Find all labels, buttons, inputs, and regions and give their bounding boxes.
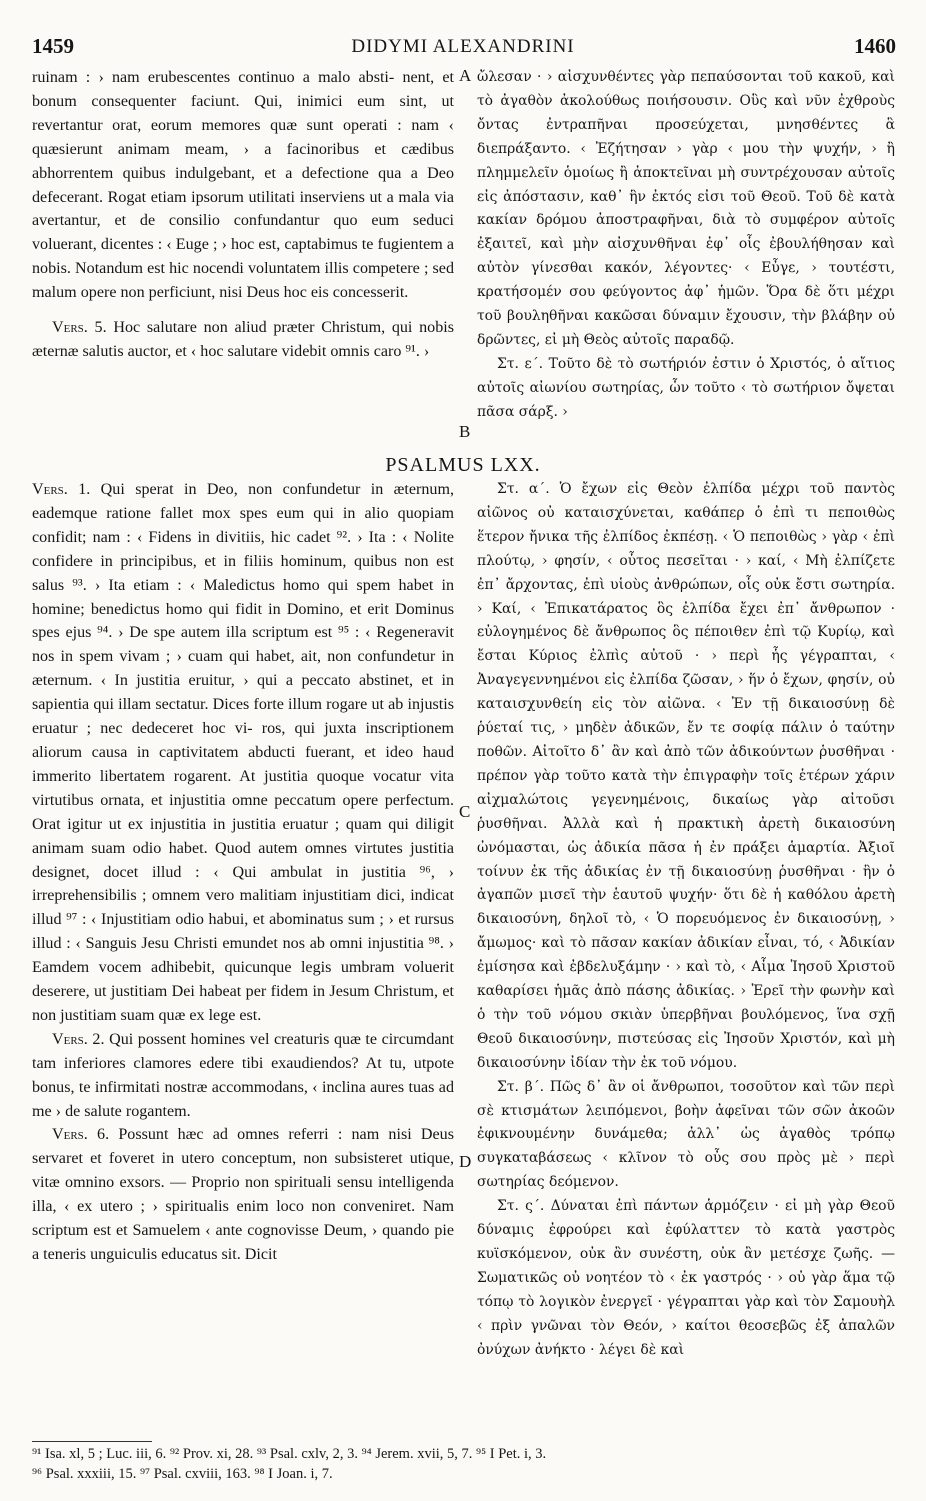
greek-verse-2 bbox=[477, 1076, 895, 1196]
verse-label: Vers. 1. bbox=[32, 481, 91, 498]
footnotes-line-1: ⁹¹ Isa. xl, 5 ; Luc. iii, 6. ⁹² Prov. xi, 28. ⁹³ Psal. cxlv, 2, 3. ⁹⁴ Jerem. xvii, 5, 7. ⁹⁵ I Pet. i, 3. bbox=[32, 1446, 547, 1462]
verse-label: Στ. ς΄. bbox=[497, 1198, 545, 1215]
latin-verse-5 bbox=[32, 316, 454, 364]
left-page-number: 1459 bbox=[32, 34, 74, 58]
verse-label: Στ. β΄. bbox=[497, 1078, 545, 1095]
latin-paragraph: ruinam : › nam erubescentes continuo a malo absti- nent, et bonum consequenter faciunt. Qui, inimici eum sint, ut revertantur orat, eorum memores quæ sunt operati : nam ‹ quæsierunt animam meam, › a facinoribus et cædibus abhorrentem quibus indulgebant, et a defectione qua a Deo defecerant. Rogat etiam ipsorum utilitati inserviens ut a mala via avertantur, et de consilio confundantur quo eum seduci voluerant, dicentes : ‹ Euge ; › hoc est, captabimus te fugientem a nobis. Notandum est hic nocendi voluntatem illis competere ; sed malum opere non perficiunt, nisi Deus hoc eis concesserit. bbox=[32, 69, 454, 302]
verse-text: Δύναται ἐπὶ πάντων ἁρμόζειν · εἰ μὴ γὰρ Θεοῦ δύναμις ἐφρούρει καὶ ἐφύλαττεν τὸ κατὰ γαστρὸς κυϊσκόμενον, οὐκ ἂν συνέστη, οὐκ ἂν μετέσχε ζωῆς. — Σωματικῶς οὐ νοητέον τὸ ‹ ἐκ γαστρός · › οὐ γὰρ ἅμα τῷ τόπῳ τὸ λογικὸν ἐνεργεῖ · γέγραπται γὰρ καὶ τὸν Σαμουὴλ ‹ πρὶν γνῶναι τὸν Θεόν, › καίτοι θεοσεβῶς ἐξ ἀπαλῶν ὀνύχων ἀνήκτο · λέγει δὲ καὶ bbox=[477, 1198, 895, 1358]
latin-column-bottom bbox=[32, 478, 454, 1267]
verse-label: Στ. ε΄. bbox=[497, 355, 544, 372]
footnotes-line-2: ⁹⁶ Psal. xxxiii, 15. ⁹⁷ Psal. cxviii, 163. ⁹⁸ I Joan. i, 7. bbox=[32, 1466, 333, 1482]
greek-column-top bbox=[477, 66, 895, 425]
verse-label: Vers. 5. bbox=[52, 319, 107, 337]
verse-text: Hoc salutare non aliud præter Christum, qui nobis æternæ salutis auctor, et ‹ hoc salutare videbit omnis caro ⁹¹. › bbox=[32, 319, 454, 360]
margin-mark-a: A bbox=[459, 66, 472, 85]
latin-verse-6 bbox=[32, 1123, 454, 1266]
verse-label: Στ. α΄. bbox=[497, 481, 550, 497]
latin-verse-2 bbox=[32, 1028, 454, 1124]
greek-verse-5 bbox=[477, 353, 895, 425]
latin-verse-1 bbox=[32, 478, 454, 1028]
verse-text: Possunt hæc ad omnes referri : nam nisi Deus servaret et foveret in utero conceptum, non subsisteret utique, vitæ omnino exsors. — Proprio non spirituali sensu intelligenda illa, ‹ ex utero ; › spiritualis enim loco non conveniret. Nam scriptum est et Samuelem ‹ ante cognovisse Deum, › quando pie a teneris unguiculis educatus sit. Dicit bbox=[32, 1126, 454, 1263]
right-page-number: 1460 bbox=[854, 34, 896, 58]
footnote-rule bbox=[32, 1441, 152, 1442]
greek-verse-1 bbox=[477, 478, 895, 1076]
verse-label: Vers. 6. bbox=[52, 1126, 110, 1144]
greek-column-bottom bbox=[477, 478, 895, 1363]
psalm-title: PSALMUS LXX. bbox=[385, 454, 541, 476]
verse-text: Ὁ ἔχων εἰς Θεὸν ἐλπίδα μέχρι τοῦ παντὸς αἰῶνος οὐ καταισχύνεται, καθάπερ ὁ ἐπὶ τι πεποιθὼς ἕτερον ἤνικα τῆς ἐλπίδος ἐκπέσῃ. ‹ Ὁ πεποιθὼς › γὰρ ‹ ἐπὶ πλούτῳ, › φησίν, ‹ οὗτος πεσεῖται · › καί, ‹ Μὴ ἐλπίζετε ἐπ᾽ ἄρχοντας, ἐπὶ υἱοὺς ἀνθρώπων, οἷς οὐκ ἔστι σωτηρία. › Καί, ‹ Ἐπικατάρατος ὃς ἐλπίδα ἔχει ἐπ᾽ ἄνθρωπον · εὐλογημένος δὲ ἄνθρωπος ὃς πέποιθεν ἐπὶ τῷ Κυρίῳ, καὶ ἔσται Κύριος ἐλπὶς αὐτοῦ · › περὶ ἧς γέγραπται, ‹ Ἀναγεγεννημένοι εἰς ἐλπίδα ζῶσαν, › ἥν ὁ ἔχων, φησίν, οὐ καταισχυνθείη εἰς τὸν αἰῶνα. ‹ Ἐν τῇ δικαιοσύνῃ δὲ ῥύεταί τις, › μηδὲν ἀδικῶν, ἔν τε σοφίᾳ πάλιν ὁ ταύτην ποθῶν. Αἰτοῖτο δ᾽ ἂν καὶ ἀπὸ τῶν ἀδικούντων ῥυσθῆναι · πρέπον γὰρ τοῦτο κατὰ τὴν ἐπιγραφὴν τοῖς ἑτέρων χάριν αἰχμαλώτοις γεγενημένοις, δικαίως γὰρ αἰτοῦσι ῥυσθῆναι. Ἀλλὰ καὶ ἡ πρακτικὴ ἀρετὴ δικαιοσύνη ὠνόμασται, ὡς ἀδικία πᾶσα ἡ ἐν πράξει ἁμαρτία. Ἀξιοῖ τοίνυν ἐκ τῆς ἀδικίας ἐν τῇ δικαιοσύνῃ ῥυσθῆναι · ἣν ὁ ἀγαπῶν μισεῖ τὴν ἑαυτοῦ ψυχήν· ὅτι δὲ ἡ καθόλου ἀρετὴ δικαιοσύνη, δηλοῖ τὸ, ‹ Ὁ πορευόμενος ἐν δικαιοσύνῃ, › ἄμωμος· καὶ τὸ πᾶσαν κακίαν ἀδικίαν εἶναι, τό, ‹ Ἀδικίαν ἐμίσησα καὶ ἐβδελυξάμην · › καὶ τὸ, ‹ Αἷμα Ἰησοῦ Χριστοῦ καθαρίσει ἡμᾶς ἀπὸ πάσης ἀδικίας. › Ἐρεῖ τὴν φωνὴν καὶ ὁ τὴν τοῦ νόμου σκιὰν ὑπερβῆναι βουλόμενος, ἵνα σχῇ Θεοῦ δικαιοσύνην, πιστεύσας εἰς Ἰησοῦν Χριστόν, καὶ μὴ δικαιοσύνην ἰδίαν τὴν ἐκ τοῦ νόμου. bbox=[477, 481, 896, 1071]
latin-column-top bbox=[32, 66, 454, 364]
greek-paragraph: ὤλεσαν · › αἰσχυνθέντες γὰρ πεπαύσονται τοῦ κακοῦ, καὶ τὸ ἀγαθὸν ἀκολούθως ποιήσουσιν. Οὓς καὶ νῦν ἐχθροὺς ὄντας ἐντραπῆναι προσεύχεται, μνησθέντες ἃ διεπράξαντο. ‹ Ἐζήτησαν › γὰρ ‹ μου τὴν ψυχήν, › ἢ πλημμελεῖν ὁμοίως ἢ ἀποκτεῖναι μὴ συντρέχουσαν αὐτοῖς εἰς ἀπόστασιν, καθ᾽ ἣν ἐκτός εἰσι τοῦ Θεοῦ. Τοῦ δὲ κατὰ κακίαν δρόμου ἀποστραφῆναι, διὰ τὸ συμφέρον αὐτοῖς ἐξαιτεῖ, καὶ μὴν αἰσχυνθῆναι ἐφ᾽ οἷς ἐβουλήθησαν καὶ αὐτὸν γίνεσθαι κακόν, λέγοντες· ‹ Εὖγε, › τουτέστι, κρατήσομέν σου φεύγοντος ἀφ᾽ ἡμῶν. Ὅρα δὲ ὅτι μέχρι τοῦ βουληθῆναι κακῶσαι δύναμιν ἔχουσιν, τὴν βλάβην οὐ δρῶντες, εἰ μὴ Θεὸς αὐτοῖς παραδῷ. bbox=[477, 69, 895, 348]
margin-mark-c: C bbox=[459, 802, 471, 821]
verse-text: Qui possent homines vel creaturis quæ te circumdant tam inferiores clamores edere tibi exaudiendos? At tu, utpote bonus, te infirmitati nostræ accommodans, ‹ inclina aures tuas ad me › de salute rogantem. bbox=[32, 1030, 454, 1120]
greek-verse-6 bbox=[477, 1195, 895, 1362]
margin-mark-b: B bbox=[459, 422, 471, 441]
verse-label: Vers. 2. bbox=[52, 1030, 105, 1048]
verse-text: Πῶς δ᾽ ἂν οἱ ἄνθρωποι, τοσοῦτον καὶ τῶν περὶ σὲ κτισμάτων λειπόμενοι, βοὴν ἀφεῖναι τῶν σῶν ἀκοῶν ἐφικνουμένην δυνάμεθα; ἀλλ᾽ ὡς ἀγαθὸς τρόπῳ συγκαταβάσεως ‹ κλῖνον τὸ οὖς σου πρὸς μὲ › περὶ σωτηρίας δεόμενον. bbox=[477, 1078, 895, 1191]
verse-text: Qui sperat in Deo, non confundetur in æternum, eademque ratione fallet mox spes eum qui in alio quopiam confidit; nam : ‹ Fidens in divitiis, hic cadet ⁹². › Ita : ‹ Nolite confidere in principibus, et in filiis hominum, quibus non est salus ⁹³. › Ita etiam : ‹ Maledictus homo qui spem habet in homine; benedictus homo qui fidit in Domino, et erit Dominus spes ejus ⁹⁴. › De spe autem illa scriptum est ⁹⁵ : ‹ Regeneravit nos in spem vivam ; › cuam qui habet, ait, non confundetur in æternum. ‹ In justitia eruitur, › qui a peccato abstinet, et in sapientia qui illam sectatur. Dices forte illum rogare ut ab injustis eruatur ; nec dedeceret hoc vi- ros, qui juxta inscriptionem aliorum causa in captivitatem abducti fuerant, et ideo haud immerito libertatem rogarent. At justitia quoque vocatur vita virtutibus ornata, et injustitia omne peccatum opere perfectum. Orat igitur ut ex injustitia in justitia eruatur ; quam qui diligit animam suam odio habet. Quod autem omnes virtutes justitia designet, docet illud : ‹ Qui ambulat in justitia ⁹⁶, › irreprehensibilis ; omnem vero malitiam injustitiam dici, indicat illud ⁹⁷ : ‹ Injustitiam odio habui, et abominatus sum ; › et rursus illud : ‹ Sanguis Jesu Christi emundet nos ab omni injustitia ⁹⁸. › Eamdem vocem adhibebit, quicunque legis umbram voluerit deserere, ut justitiam Dei habeat per fidem in Jesum Christum, et non justitiam suam quæ ex lege est. bbox=[32, 481, 454, 1024]
verse-text: Τοῦτο δὲ τὸ σωτήριόν ἐστιν ὁ Χριστός, ὁ αἴτιος αὐτοῖς αἰωνίου σωτηρίας, ὧν τοῦτο ‹ τὸ σωτήριον ὄψεται πᾶσα σάρξ. › bbox=[477, 355, 895, 420]
running-head: DIDYMI ALEXANDRINI bbox=[351, 36, 575, 57]
margin-mark-d: D bbox=[459, 1152, 472, 1171]
